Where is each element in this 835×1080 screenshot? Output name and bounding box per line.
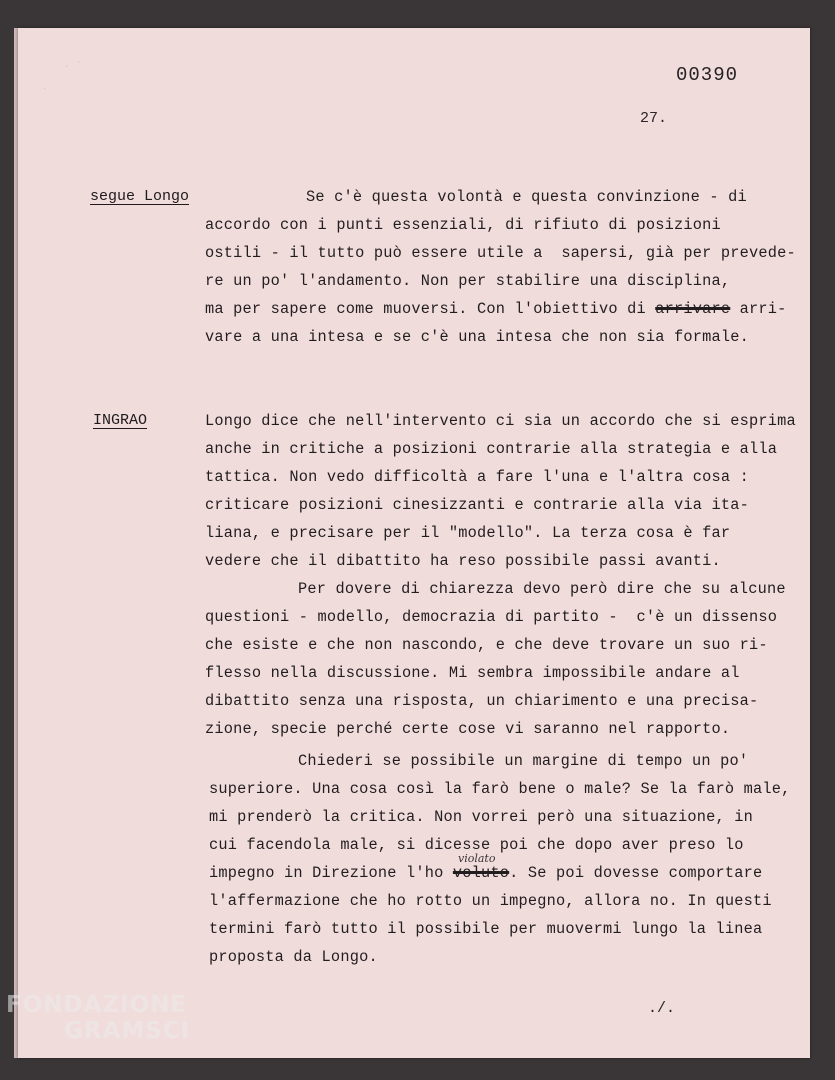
document-number: 00390 — [676, 64, 739, 86]
text-line: zione, specie perché certe cose vi saranno nel rapporto. — [205, 720, 731, 738]
text-line: vare a una intesa e se c'è una intesa che non sia formale. — [205, 328, 750, 346]
speaker-label-longo: segue Longo — [90, 188, 190, 205]
text-line: l'affermazione che ho rotto un impegno, allora no. In questi — [209, 892, 772, 910]
text-line: dibattito senza una risposta, un chiarimento e una precisa- — [205, 692, 759, 710]
struck-word: arrivare — [655, 300, 731, 318]
page-number: 27. — [640, 110, 668, 127]
text-line: tattica. Non vedo difficoltà a fare l'una e l'altra cosa : — [205, 468, 750, 486]
text-line: accordo con i punti essenziali, di rifiuto di posizioni — [205, 216, 721, 234]
speck: · — [76, 58, 82, 68]
speaker-label-ingrao: INGRAO — [93, 412, 148, 429]
text-line: ma per sapere come muoversi. Con l'obiettivo di arrivare arri- — [205, 300, 787, 318]
text-line: liana, e precisare per il "modello". La terza cosa è far — [205, 524, 731, 542]
text-line: proposta da Longo. — [209, 948, 378, 966]
text-line: re un po' l'andamento. Non per stabilire una disciplina, — [205, 272, 731, 290]
text-line: ostili - il tutto può essere utile a sapersi, già per prevede- — [205, 244, 796, 262]
text-line: Se c'è questa volontà e questa convinzione - di — [306, 188, 747, 206]
text-line: flesso nella discussione. Mi sembra impossibile andare al — [205, 664, 740, 682]
text-line: Per dovere di chiarezza devo però dire che su alcune — [298, 580, 786, 598]
handwritten-correction: violato — [458, 852, 496, 865]
struck-word: voluto — [452, 864, 510, 882]
text-line: cui facendola male, si dicesse poi che dopo aver preso lo — [209, 836, 744, 854]
text-line: vedere che il dibattito ha reso possibile passi avanti. — [205, 552, 721, 570]
text-line: impegno in Direzione l'ho voluto. Se poi dovesse comportare — [209, 864, 763, 882]
text-line: mi prenderò la critica. Non vorrei però una situazione, in — [209, 808, 754, 826]
text-line: che esiste e che non nascondo, e che deve trovare un suo ri- — [205, 636, 768, 654]
text-line: Chiederi se possibile un margine di tempo un po' — [298, 752, 749, 770]
speck: · — [42, 84, 48, 94]
text-line: anche in critiche a posizioni contrarie alla strategia e alla — [205, 440, 778, 458]
text-line: termini farò tutto il possibile per muovermi lungo la linea — [209, 920, 763, 938]
text-line: superiore. Una cosa così la farò bene o male? Se la farò male, — [209, 780, 791, 798]
continuation-mark: ./. — [648, 1000, 676, 1017]
watermark-logo: FONDAZIONE GRAMSCI — [6, 992, 191, 1044]
speck: · — [64, 62, 70, 72]
text-line: Longo dice che nell'intervento ci sia un accordo che si esprima — [205, 412, 796, 430]
text-line: questioni - modello, democrazia di partito - c'è un dissenso — [205, 608, 778, 626]
text-line: criticare posizioni cinesizzanti e contrarie alla via ita- — [205, 496, 750, 514]
